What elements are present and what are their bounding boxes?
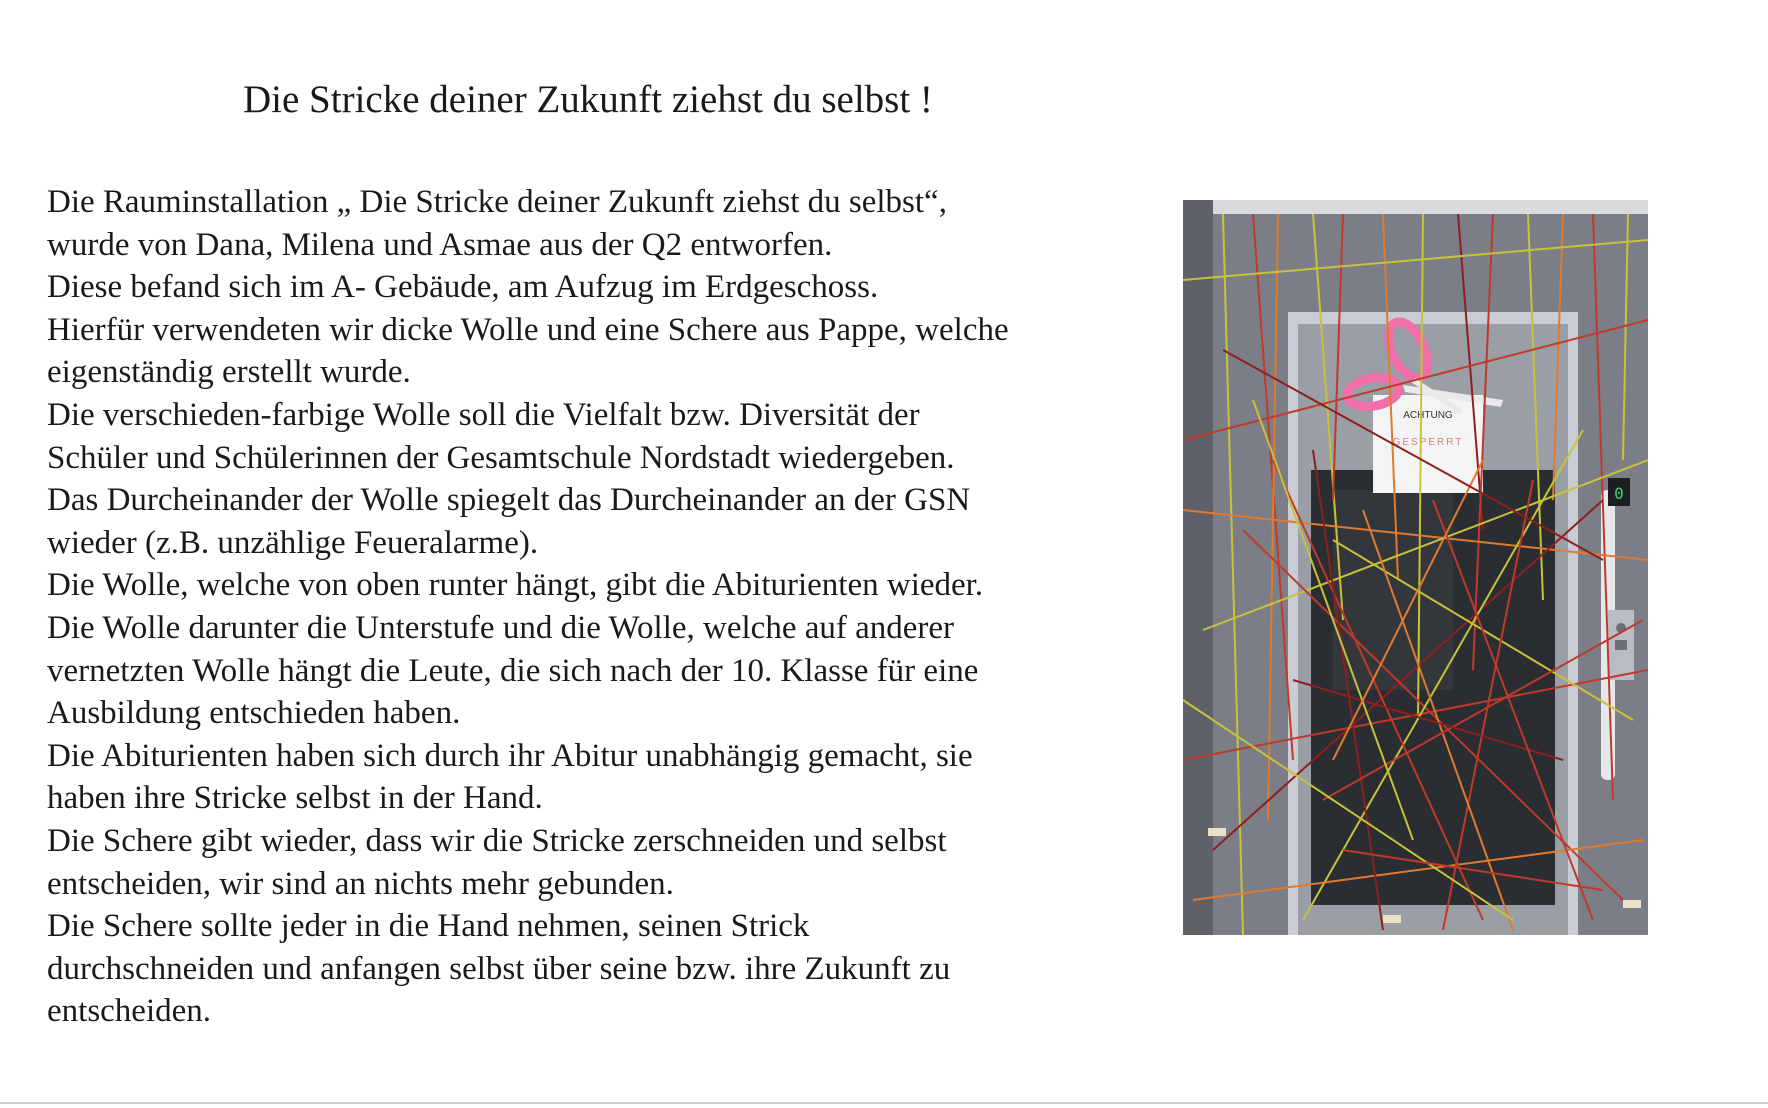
text-line: Die Rauminstallation „ Die Stricke deiner Zukunft ziehst du selbst“, [47,184,947,220]
text-line: Die verschieden-farbige Wolle soll die Vielfalt bzw. Diversität der [47,396,920,433]
text-line: Ausbildung entschieden haben. [47,695,461,732]
tape-piece [1208,828,1226,836]
tape-piece [1383,915,1401,923]
text-line: Diese befand sich im A- Gebäude, am Aufzug im Erdgeschoss. [47,269,879,306]
text-line: wurde von Dana, Milena und Asmae aus der Q2 entworfen. [47,226,833,263]
text-line: Hierfür verwendeten wir dicke Wolle und eine Schere aus Pappe, welche [47,311,1009,348]
text-line: Die Abiturienten haben sich durch ihr Abitur unabhängig gemacht, sie [47,737,973,774]
text-line: Das Durcheinander der Wolle spiegelt das Durcheinander an der GSN [47,482,971,519]
text-line: Die Wolle, welche von oben runter hängt, gibt die Abiturienten wieder. [47,567,984,604]
sign-text-achtung: ACHTUNG [1403,410,1453,421]
page-divider [0,1102,1768,1104]
ceiling-strip [1213,200,1648,214]
text-line: eigenständig erstellt wurde. [47,354,411,391]
text-line: Die Schere sollte jeder in die Hand nehmen, seinen Strick [47,908,810,945]
floor-number: 0 [1614,484,1624,503]
page-title: Die Stricke deiner Zukunft ziehst du selbst ! [243,78,933,121]
text-line: Schüler und Schülerinnen der Gesamtschule Nordstadt wiedergeben. [47,439,955,476]
body-text [47,181,1147,1033]
text-line: haben ihre Stricke selbst in der Hand. [47,780,543,817]
text-line: Die Schere gibt wieder, dass wir die Stricke zerschneiden und selbst [47,822,947,859]
call-button-icon [1615,640,1627,650]
text-line: entscheiden. [47,993,212,1030]
text-line: durchschneiden und anfangen selbst über seine bzw. ihre Zukunft zu [47,950,951,987]
text-line: wieder (z.B. unzählige Feueralarme). [47,524,539,561]
text-line: Die Wolle darunter die Unterstufe und die Wolle, welche auf anderer [47,609,955,646]
sign-text-gesperrt: GESPERRT [1392,437,1464,448]
text-line: entscheiden, wir sind an nichts mehr gebunden. [47,865,674,902]
glass-reflection [1333,490,1453,690]
left-wall-edge [1183,200,1213,935]
text-line: vernetzten Wolle hängt die Leute, die sich nach der 10. Klasse für eine [47,652,979,689]
tape-piece [1623,900,1641,908]
elevator-installation-photo [1183,200,1648,935]
